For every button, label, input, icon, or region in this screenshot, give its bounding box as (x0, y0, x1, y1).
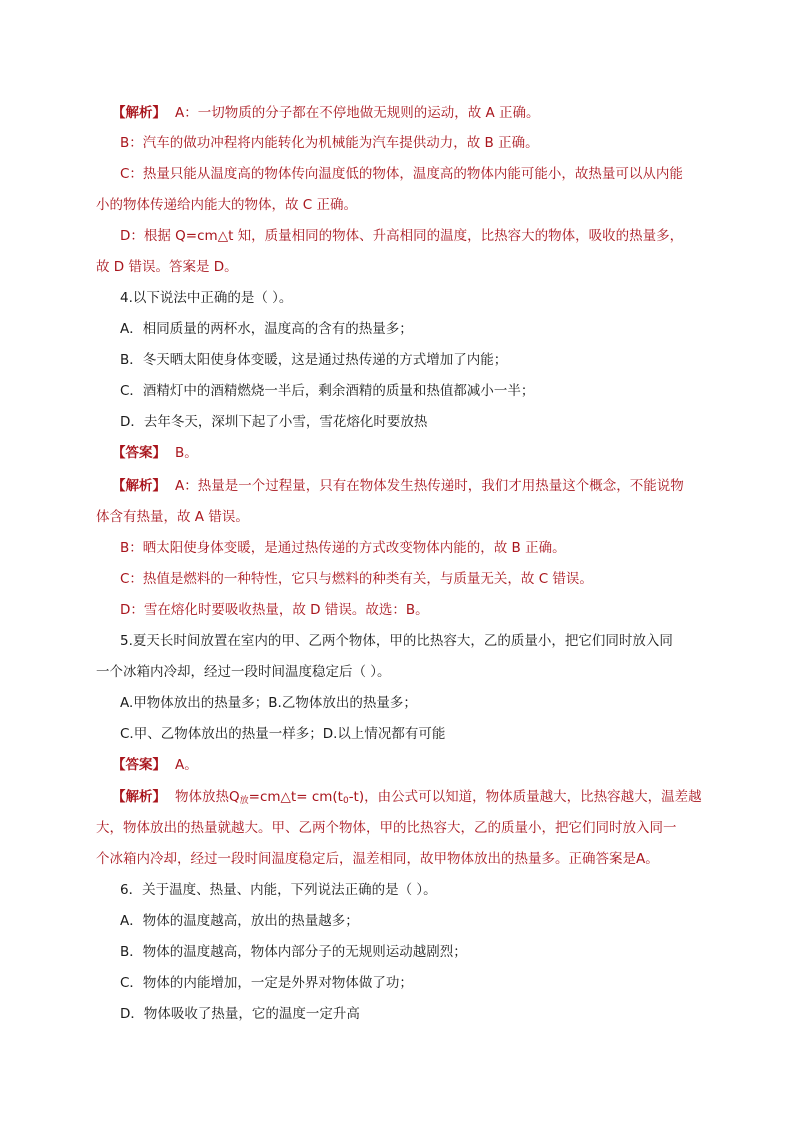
q3-analysis-line-d2 (0, 255, 794, 279)
analysis-tag: 【解析】 (112, 789, 166, 805)
analysis-tag: 【解析】 (112, 478, 166, 494)
q3-analysis-line-b (0, 131, 794, 155)
analysis-tag: 【解析】 (112, 105, 166, 121)
q4-option-a: A．相同质量的两杯水，温度高的含有的热量多； (120, 321, 413, 337)
q4-option-d-line (0, 410, 794, 434)
q3-analysis-d1: D：根据 Q=cm△t 知，质量相同的物体、升高相同的温度，比热容大的物体，吸收的热量多， (120, 228, 684, 244)
q5-analysis-line-2 (0, 816, 794, 840)
q3-analysis-line-d1 (0, 224, 794, 248)
q5-formula-post: -t)，由公式可以知道，物体质量越大，比热容越大，温差越 (348, 789, 702, 805)
q5-formula-sub: 放 (239, 796, 249, 806)
answer-tag: 【答案】 (112, 445, 166, 461)
q3-analysis-c1: C：热量只能从温度高的物体传向温度低的物体，温度高的物体内能可能小，故热量可以从内能 (120, 166, 683, 182)
q5-stem-2: 一个冰箱内冷却，经过一段时间温度稳定后（ ）。 (96, 664, 391, 680)
q3-analysis-line-a (0, 101, 794, 125)
q6-option-b-line (0, 940, 794, 964)
q4-option-b-line (0, 348, 794, 372)
q4-analysis-line-3 (0, 536, 794, 560)
q4-analysis-4: C：热值是燃料的一种特性，它只与燃料的种类有关，与质量无关，故 C 错误。 (120, 571, 593, 587)
q5-options-line-1 (0, 691, 794, 715)
q4-answer-line (0, 441, 794, 465)
q6-option-b: B．物体的温度越高，物体内部分子的无规则运动越剧烈； (120, 944, 467, 960)
q3-analysis-a: A：一切物质的分子都在不停地做无规则的运动，故 A 正确。 (175, 105, 540, 121)
q5-formula-mid: =cm△t= cm(t (248, 789, 343, 805)
q5-options-1: A.甲物体放出的热量多；B.乙物体放出的热量多； (120, 695, 417, 711)
q6-option-d: D．物体吸收了热量，它的温度一定升高 (120, 1006, 360, 1022)
q4-analysis-1: A：热量是一个过程量，只有在物体发生热传递时，我们才用热量这个概念，不能说物 (175, 478, 684, 494)
q5-answer: A。 (175, 757, 198, 773)
q4-option-d: D．去年冬天，深圳下起了小雪，雪花熔化时要放热 (120, 414, 428, 430)
q6-option-c: C．物体的内能增加，一定是外界对物体做了功； (120, 975, 413, 991)
q4-stem-line (0, 286, 794, 310)
q5-analysis-2: 大，物体放出的热量就越大。甲、乙两个物体，甲的比热容大，乙的质量小，把它们同时放入同一 (96, 820, 677, 836)
answer-tag: 【答案】 (112, 757, 166, 773)
q5-stem-line-2 (0, 660, 794, 684)
q3-analysis-b: B：汽车的做功冲程将内能转化为机械能为汽车提供动力，故 B 正确。 (120, 135, 539, 151)
q5-options-2: C.甲、乙物体放出的热量一样多；D.以上情况都有可能 (120, 726, 446, 742)
q6-option-c-line (0, 971, 794, 995)
q4-option-b: B．冬天晒太阳使身体变暖，这是通过热传递的方式增加了内能； (120, 352, 508, 368)
q3-analysis-d2: 故 D 错误。答案是 D。 (96, 259, 238, 275)
q3-analysis-line-c1 (0, 162, 794, 186)
q6-option-d-line (0, 1002, 794, 1026)
q6-stem: 6．关于温度、热量、内能，下列说法正确的是（ ）。 (120, 882, 437, 898)
q5-analysis-line-3 (0, 847, 794, 871)
q5-answer-line (0, 753, 794, 777)
q6-stem-line (0, 878, 794, 902)
q4-answer: B。 (175, 445, 198, 461)
q6-option-a-line (0, 909, 794, 933)
q4-option-c: C．酒精灯中的酒精燃烧一半后，剩余酒精的质量和热值都减小一半； (120, 383, 535, 399)
q4-analysis-2: 体含有热量，故 A 错误。 (96, 509, 249, 525)
q5-options-line-2 (0, 722, 794, 746)
q5-analysis-1 (175, 785, 702, 813)
q6-option-a: A．物体的温度越高，放出的热量越多； (120, 913, 359, 929)
q4-analysis-3: B：晒太阳使身体变暖，是通过热传递的方式改变物体内能的，故 B 正确。 (120, 540, 566, 556)
q4-analysis-5: D：雪在熔化时要吸收热量，故 D 错误。故选：B。 (120, 602, 429, 618)
q5-formula-pre: 物体放热Q (175, 789, 240, 805)
q5-analysis-3: 个冰箱内冷却，经过一段时间温度稳定后，温差相同，故甲物体放出的热量多。正确答案是A。 (96, 851, 659, 867)
q4-analysis-line-5 (0, 598, 794, 622)
q3-analysis-line-c2 (0, 193, 794, 217)
q4-analysis-line-2 (0, 505, 794, 529)
q5-stem-1: 5.夏天长时间放置在室内的甲、乙两个物体，甲的比热容大，乙的质量小，把它们同时放入同 (120, 633, 673, 649)
q4-stem: 4.以下说法中正确的是（ ）。 (120, 290, 293, 306)
q4-analysis-line-4 (0, 567, 794, 591)
q4-analysis-line-1 (0, 474, 794, 498)
q3-analysis-c2: 小的物体传递给内能大的物体，故 C 正确。 (96, 197, 358, 213)
q5-analysis-line-1 (0, 785, 794, 809)
q4-option-a-line (0, 317, 794, 341)
q5-formula-sub0: 0 (342, 796, 349, 806)
q4-option-c-line (0, 379, 794, 403)
q5-stem-line-1 (0, 629, 794, 653)
